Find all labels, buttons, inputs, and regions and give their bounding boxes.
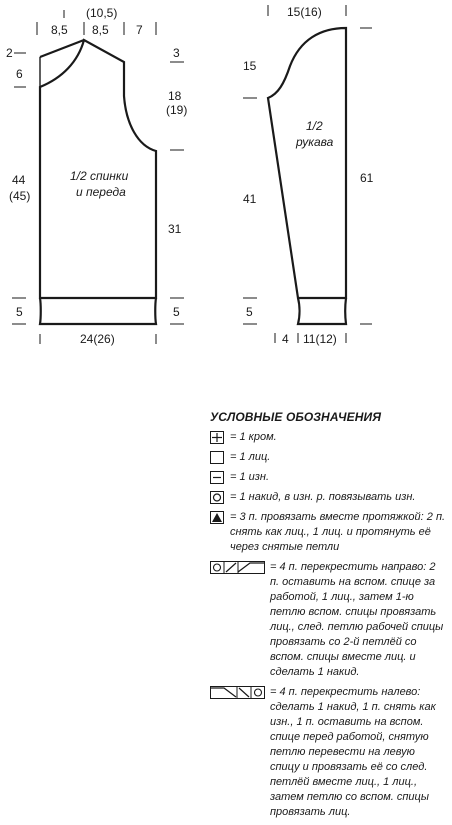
- sleeve-rib: 5: [246, 305, 253, 319]
- body-neck-front-depth: 6: [16, 67, 23, 81]
- body-neck-back-depth: 2: [6, 46, 13, 60]
- body-label-line1: 1/2 спинки: [70, 169, 129, 183]
- body-top-shoulder-left: 8,5: [51, 23, 68, 37]
- body-rib-band: [40, 298, 156, 324]
- legend-entry-dec3: [210, 510, 446, 555]
- legend-yarn-over-text: = 1 накид, в изн. р. повязывать изн.: [230, 491, 416, 503]
- legend-title: УСЛОВНЫЕ ОБОЗНАЧЕНИЯ: [210, 410, 382, 424]
- legend: [210, 410, 446, 825]
- purl-stitch-icon: [210, 471, 226, 485]
- legend-edge-text: = 1 кром.: [230, 431, 277, 443]
- body-width: 24(26): [80, 332, 115, 346]
- body-total-length-alt: (45): [9, 189, 31, 203]
- sleeve-cap-height: 15: [243, 59, 257, 73]
- body-armhole-height-alt: (19): [166, 103, 188, 117]
- body-shoulder-slope: 3: [173, 46, 180, 60]
- body-top-shoulder-right: 7: [136, 23, 143, 37]
- knit-stitch-icon: [210, 451, 226, 465]
- sleeve-outline: [268, 28, 346, 298]
- legend-entry-purl: [210, 470, 446, 485]
- cross-right-icon: [210, 561, 266, 575]
- body-armhole-height: 18: [168, 89, 182, 103]
- legend-knit-text: = 1 лиц.: [230, 451, 271, 463]
- body-side-length: 31: [168, 222, 182, 236]
- body-top-neck-width: (10,5): [86, 6, 118, 20]
- body-top-neck-center: 8,5: [92, 23, 109, 37]
- sleeve-total-length: 61: [360, 171, 374, 185]
- sleeve-rib-offset: 4: [282, 332, 289, 346]
- sleeve-label-line2: рукава: [296, 135, 334, 149]
- triangle-decrease-icon: [210, 511, 226, 525]
- sleeve-cuff-band: [298, 298, 346, 324]
- legend-entry-yarn-over: [210, 490, 446, 505]
- legend-entry-cross-right: [210, 560, 446, 680]
- legend-cross-left-text: = 4 п. перекрестить налево: сделать 1 накид, 1 п. снять как изн., 1 п. оставить на вспом. спице перед работой, снятую петлю перевести на левую спицу и провязать её со след. петлёй вместе лиц., 1 лиц., затем петлю со вспом. спицы провязать лиц.: [270, 686, 436, 818]
- sleeve-cuff-width: 11(12): [303, 332, 337, 346]
- sleeve-top-width: 15(16): [287, 5, 322, 19]
- yarn-over-icon: [210, 491, 226, 505]
- legend-dec3-text: = 3 п. провязать вместе протяжкой: 2 п. снять как лиц., 1 лиц. и протянуть её через снятые петли: [230, 511, 446, 553]
- legend-entry-edge: [210, 430, 446, 445]
- legend-entry-knit: [210, 450, 446, 465]
- sleeve-piece: [268, 28, 346, 324]
- sleeve-lower-length: 41: [243, 192, 257, 206]
- legend-cross-right-text: = 4 п. перекрестить направо: 2 п. оставить на вспом. спице за работой, 1 лиц., затем 1-ю петлю вспом. спицы провязать лиц., след. петлю рабочей спицы провязать со 2-й петлёй со вспом. спицы вместе лиц. и сделать 1 накид.: [270, 561, 444, 678]
- sleeve-dimension-ticks: [243, 5, 372, 343]
- sleeve-label-line1: 1/2: [306, 119, 323, 133]
- body-label-line2: и переда: [76, 185, 126, 199]
- cross-left-icon: [210, 686, 266, 700]
- body-rib-right: 5: [173, 305, 180, 319]
- body-total-length: 44: [12, 173, 26, 187]
- legend-entry-cross-left: [210, 685, 446, 820]
- body-rib-left: 5: [16, 305, 23, 319]
- edge-stitch-icon: [210, 431, 226, 445]
- legend-purl-text: = 1 изн.: [230, 471, 269, 483]
